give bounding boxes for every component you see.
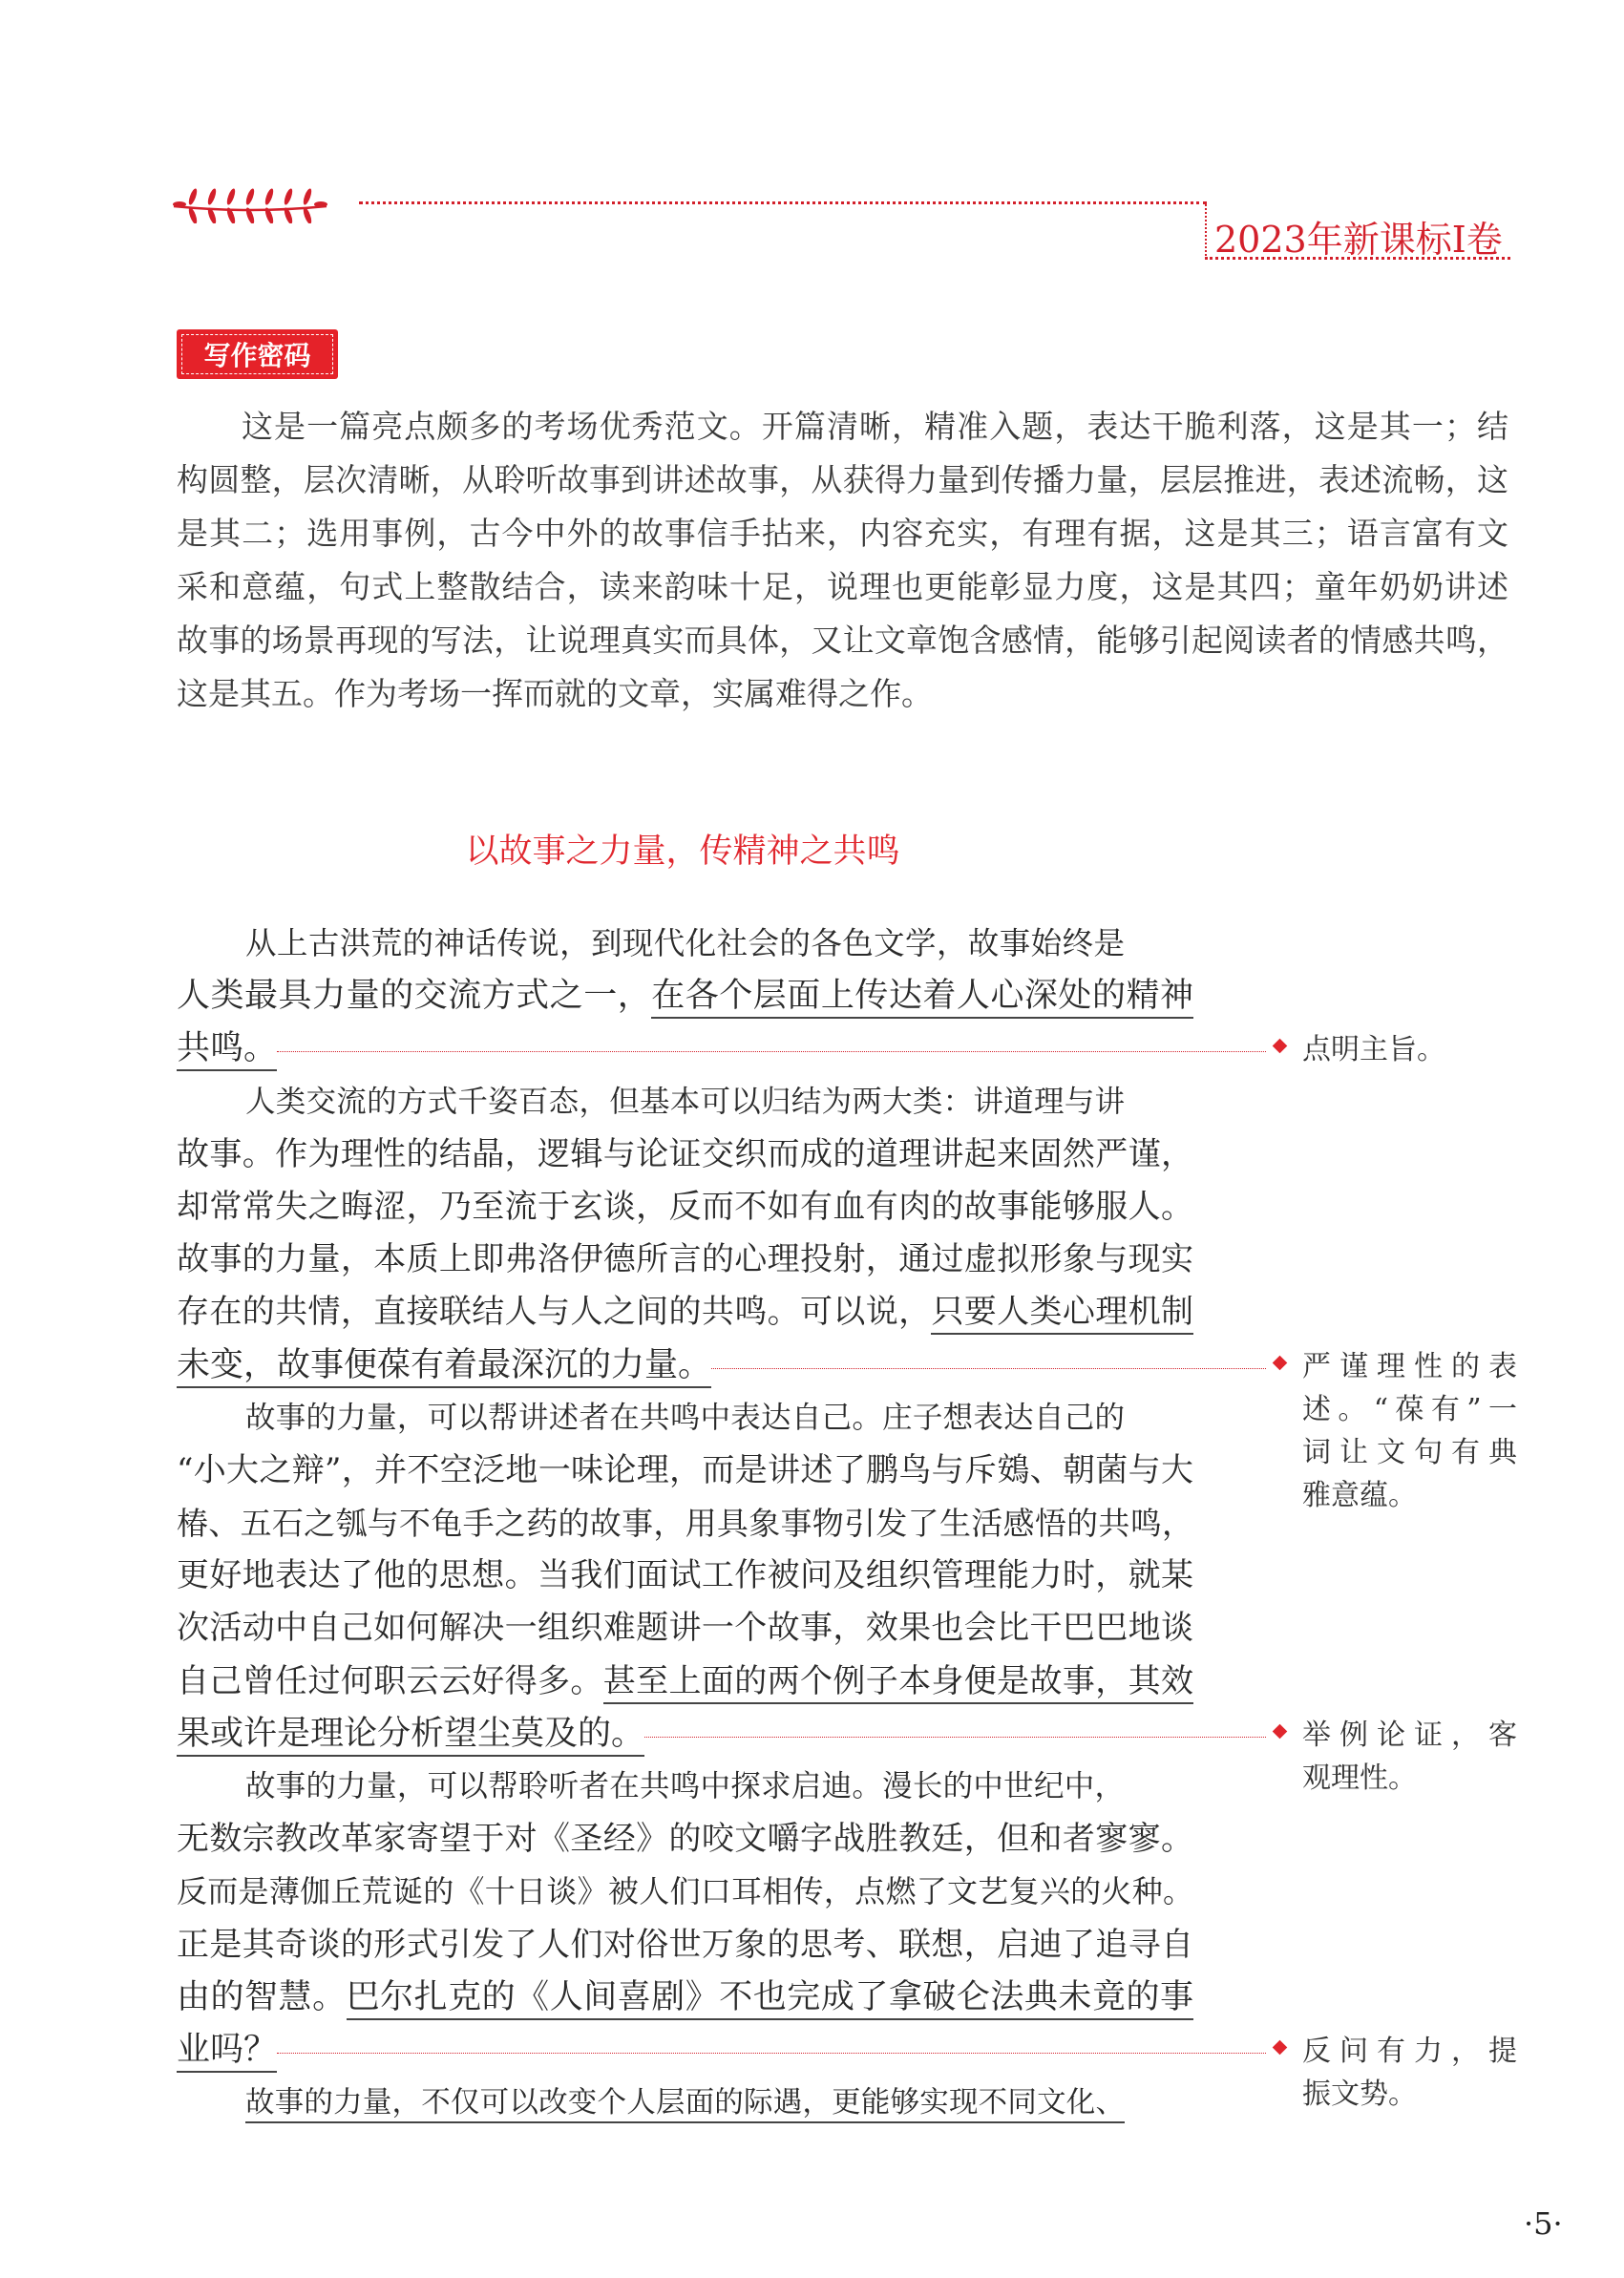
annotation-connector-line [277,1023,1266,1052]
essay-line-text [177,1023,277,1075]
essay-line [177,1602,1193,1655]
essay-line-text [177,1128,1193,1181]
essay-line-text [177,1497,1193,1550]
essay-line-text [177,1181,1193,1234]
underlined-highlight: 共鸣。 [177,1029,277,1071]
text-segment: 故事的力量，本质上即弗洛伊德所言的心理投射，通过虚拟形象与现实 [177,1240,1193,1279]
essay-line [177,1023,1266,1075]
essay-line [177,1181,1193,1234]
margin-annotation [1276,1714,1517,1800]
annotation-line: 点明主旨。 [1302,1033,1445,1067]
summary-line: 这是其五。作为考场一挥而就的文章，实属难得之作。 [177,675,933,712]
margin-annotation [1276,1028,1517,1071]
essay-line [177,1128,1193,1181]
essay-line [177,1919,1193,1972]
essay-line-text [245,1392,1125,1445]
text-segment: 由的智慧。 [177,1977,347,2016]
essay-line [177,1972,1193,2024]
text-segment: 故事。作为理性的结晶，逻辑与论证交织而成的道理讲起来固然严谨， [177,1134,1193,1173]
essay-line-text [177,1602,1193,1655]
essay-line [177,1497,1193,1550]
annotation-connector-line [277,2024,1266,2054]
underlined-highlight: 业吗？ [177,2031,277,2073]
essay-line-text [177,2024,277,2077]
annotation-line: 词让文句有典 [1302,1435,1517,1469]
text-segment: 人类交流的方式千姿百态，但基本可以归结为两大类：讲道理与讲 [245,1084,1125,1119]
underlined-highlight: 甚至上面的两个例子本身便是故事，其效 [603,1662,1193,1704]
text-segment: 自己曾任过何职云云好得多。 [177,1661,603,1700]
annotation-connector-line [644,1708,1266,1738]
essay-line-text [245,1076,1125,1128]
essay-line [177,1708,1266,1761]
text-segment: 反而是薄伽丘荒诞的《十日谈》被人们口耳相传，点燃了文艺复兴的火种。 [177,1873,1193,1910]
essay-line [177,1339,1266,1392]
summary-line: 构圆整，层次清晰，从聆听故事到讲述故事，从获得力量到传播力量，层层推进，表述流畅，这 [177,461,1508,498]
essay-title: 以故事之力量，传精神之共鸣 [465,833,900,871]
underlined-highlight: 只要人类心理机制 [931,1293,1193,1335]
essay-line [177,970,1193,1023]
essay-line-text [177,970,1193,1023]
annotation-line: 述。“葆有”一 [1302,1392,1517,1426]
essay-line-text [177,1708,644,1761]
text-segment: 从上古洪荒的神话传说，到现代化社会的各色文学，故事始终是 [245,925,1125,961]
essay-line-text [177,1656,1193,1708]
annotation-line: 反问有力，提 [1302,2035,1517,2069]
essay-line [177,1550,1193,1602]
annotation-line: 雅意蕴。 [1302,1478,1417,1512]
essay-line-text [177,1234,1193,1286]
essay-body [177,918,1193,2129]
summary-line: 这是一篇亮点颇多的考场优秀范文。开篇清晰，精准入题，表达干脆利落，这是其一；结 [242,408,1508,445]
summary-line: 故事的场景再现的写法，让说理真实而具体，又让文章饱含感情，能够引起阅读者的情感共鸣， [177,622,1508,659]
essay-line-text [245,2077,1125,2129]
essay-line [177,1656,1193,1708]
text-segment: 故事的力量，可以帮讲述者在共鸣中表达自己。庄子想表达自己的 [245,1400,1125,1435]
essay-line [177,1866,1193,1918]
essay-line-text [177,1286,1193,1339]
summary-line: 采和意蕴，句式上整散结合，读来韵味十足，说理也更能彰显力度，这是其四；童年奶奶讲述 [177,568,1508,605]
summary-line: 是其二；选用事例，古今中外的故事信手拈来，内容充实，有理有据，这是其三；语言富有文 [177,515,1508,552]
underlined-highlight: 未变，故事便葆有着最深沉的力量。 [177,1346,711,1388]
text-segment: 更好地表达了他的思想。当我们面试工作被问及组织管理能力时，就某 [177,1556,1193,1595]
section-badge [177,329,338,379]
header-dotted-rule [359,201,1207,204]
underlined-highlight: 果或许是理论分析望尘莫及的。 [177,1715,644,1757]
margin-annotation [1276,2030,1517,2116]
essay-line [177,2024,1266,2077]
essay-line [177,1761,1193,1813]
section-badge-label: 写作密码 [181,334,333,374]
essay-line [177,1286,1193,1339]
text-segment: 次活动中自己如何解决一组织难题讲一个故事，效果也会比干巴巴地谈 [177,1609,1193,1648]
underlined-highlight: 巴尔扎克的《人间喜剧》不也完成了拿破仑法典未竟的事 [347,1978,1193,2020]
annotation-line: 严谨理性的表 [1302,1349,1517,1383]
essay-line [177,1813,1193,1866]
essay-line [177,1445,1193,1497]
text-segment: 无数宗教改革家寄望于对《圣经》的咬文嚼字战胜教廷，但和者寥寥。 [177,1820,1193,1859]
essay-line [177,918,1193,970]
essay-line [177,1076,1193,1128]
annotation-line: 举例论证，客 [1302,1719,1517,1752]
annotation-line: 观理性。 [1302,1761,1417,1795]
essay-line-text [177,1813,1193,1866]
annotation-line: 振文势。 [1302,2078,1417,2112]
essay-line-text [177,1339,711,1392]
essay-line [177,2077,1193,2129]
page-number: ·5· [1524,2205,1563,2242]
exam-title: 2023年新课标Ⅰ卷 [1214,219,1503,261]
text-segment: 故事的力量，可以帮聆听者在共鸣中探求启迪。漫长的中世纪中， [245,1769,1125,1803]
summary-paragraph [177,400,1508,721]
text-segment: 却常常失之晦涩，乃至流于玄谈，反而不如有血有肉的故事能够服人。 [177,1187,1193,1226]
margin-annotation [1276,1345,1517,1517]
essay-line-text [245,1761,1125,1813]
text-segment: 存在的共情，直接联结人与人之间的共鸣。可以说， [177,1293,932,1332]
essay-line-text [177,1866,1193,1918]
text-segment: 正是其奇谈的形式引发了人们对俗世万象的思考、联想，启迪了追寻自 [177,1925,1193,1964]
text-segment: 人类最具力量的交流方式之一， [177,977,652,1016]
essay-line-text [177,1919,1193,1972]
underlined-highlight: 在各个层面上传达着人心深处的精神 [651,977,1193,1019]
leaf-ornament-icon [170,185,330,223]
essay-line-text [177,1445,1193,1497]
text-segment: “小大之辩”，并不空泛地一味论理，而是讲述了鹏鸟与斥鴳、朝菌与大 [177,1450,1193,1489]
essay-line-text [245,918,1125,970]
essay-line-text [177,1972,1193,2024]
underlined-highlight: 故事的力量，不仅可以改变个人层面的际遇，更能够实现不同文化、 [245,2086,1125,2123]
essay-line [177,1234,1193,1286]
essay-line-text [177,1550,1193,1602]
annotation-connector-line [711,1339,1266,1369]
text-segment: 椿、五石之瓠与不龟手之药的故事，用具象事物引发了生活感悟的共鸣， [177,1505,1193,1543]
essay-line [177,1392,1193,1445]
